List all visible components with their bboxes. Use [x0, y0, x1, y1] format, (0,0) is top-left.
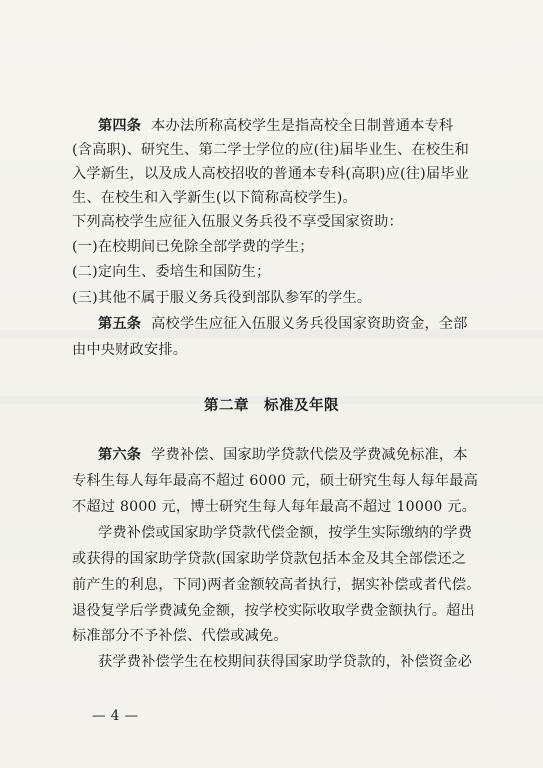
article6-text: 学费补偿、国家助学贷款代偿及学费减免标准，本	[151, 447, 468, 463]
article6-line1	[98, 445, 482, 465]
article4-line2: (含高职)、研究生、第二学士学位的应(往)届毕业生、在校生和	[72, 142, 470, 158]
article4-line4: 生、在校生和入学新生(以下简称高校学生)。	[72, 190, 357, 206]
article6-p2-line2: 或获得的国家助学贷款(国家助学贷款包括本金及其全部偿还之	[72, 551, 467, 567]
article4-label: 第四条	[98, 118, 142, 134]
article6-line2: 专科生每人每年最高不超过 6000 元，硕士研究生每人每年最高	[72, 473, 479, 489]
article6-p2-line5: 标准部分不予补偿、代偿或减免。	[72, 628, 288, 644]
article5-line1	[98, 314, 482, 334]
article4-item2: (二)定向生、委培生和国防生；	[72, 264, 271, 280]
article5-line2: 由中央财政安排。	[72, 342, 188, 358]
page-number: — 4 —	[92, 708, 139, 724]
chapter-title: 第二章 标准及年限	[204, 398, 339, 414]
article6-p3-line1: 获学费补偿学生在校期间获得国家助学贷款的，补偿资金必	[98, 654, 473, 670]
article5-label: 第五条	[98, 316, 142, 332]
article4-line3: 入学新生，以及成人高校招收的普通本专科(高职)应(往)届毕业	[72, 166, 470, 182]
article4-line5: 下列高校学生应征入伍服义务兵役不享受国家资助：	[72, 214, 403, 230]
article6-p2-line4: 退役复学后学费减免金额，按学校实际收取学费金额执行。超出	[72, 603, 475, 619]
article6-p2-line3: 前产生的利息，下同)两者金额较高者执行，据实补偿或者代偿。	[72, 577, 481, 593]
article4-item3: (三)其他不属于服义务兵役到部队参军的学生。	[72, 290, 372, 306]
article5-text: 高校学生应征入伍服义务兵役国家资助资金，全部	[151, 316, 468, 332]
article4-text: 本办法所称高校学生是指高校全日制普通本专科	[151, 118, 454, 134]
article6-line3: 不超过 8000 元，博士研究生每人每年最高不超过 10000 元。	[72, 499, 477, 515]
article6-p2-line1: 学费补偿或国家助学贷款代偿金额，按学生实际缴纳的学费	[98, 525, 473, 541]
article4-line1	[98, 116, 482, 136]
article6-label: 第六条	[98, 447, 142, 463]
article4-item1: (一)在校期间已免除全部学费的学生；	[72, 239, 314, 255]
